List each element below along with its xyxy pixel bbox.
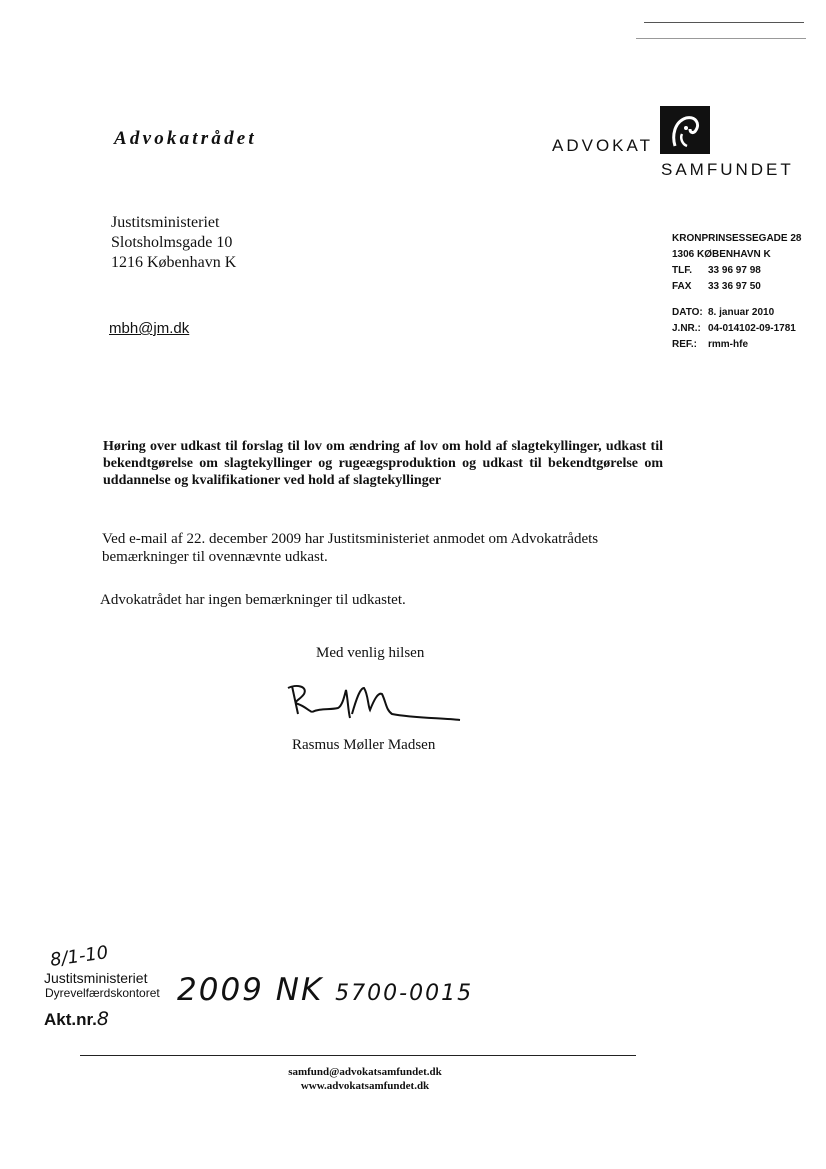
tlf-value: 33 96 97 98	[708, 265, 761, 276]
fax-value: 33 36 97 50	[708, 281, 761, 292]
date-value: 8. januar 2010	[708, 307, 775, 318]
fax-label: FAX	[672, 281, 692, 292]
closing-greeting: Med venlig hilsen	[316, 645, 425, 661]
journal-year: 2009	[177, 972, 264, 1008]
stamp-office: Dyrevelfærdskontoret	[45, 986, 160, 1000]
logo-text-top: ADVOKAT	[552, 136, 653, 155]
sender-name: Advokatrådet	[114, 128, 257, 149]
body-paragraph: Ved e-mail af 22. december 2009 har Justitsministeriet anmodet om Advokatrådets bemærkninger til ovennævnte udkast.	[102, 531, 599, 565]
scan-line	[644, 22, 804, 23]
logo-text-bottom: SAMFUNDET	[661, 160, 794, 179]
akt-value: 8	[96, 1008, 109, 1030]
akt-number	[44, 1008, 109, 1030]
contact-street: KRONPRINSESSEGADE 28	[672, 233, 802, 244]
journal-number	[177, 972, 473, 1008]
footer-email-link[interactable]: samfund@advokatsamfundet.dk	[288, 1066, 442, 1078]
body-paragraph: Advokatrådet har ingen bemærkninger til udkastet.	[100, 592, 406, 608]
recipient-line: Justitsministeriet	[111, 214, 220, 231]
akt-label: Akt.nr.	[44, 1010, 97, 1029]
ref-value: rmm-hfe	[708, 339, 749, 350]
tlf-label: TLF.	[672, 265, 692, 276]
journal-code: NK	[275, 972, 324, 1008]
recipient-line: 1216 København K	[111, 254, 237, 271]
contact-info-block	[672, 231, 801, 353]
handwritten-signature	[282, 680, 467, 730]
date-label: DATO:	[672, 307, 703, 318]
letter-subject: Høring over udkast til forslag til lov om ændring af lov om hold af slagtekyllinger, udkast til bekendtgørelse om slagtekyllinger og rugeægsproduktion og udkast til bekendtgørelse om uddannelse og kvalifikationer ved hold af slagtekyllinger	[103, 439, 663, 488]
footer-website-link[interactable]: www.advokatsamfundet.dk	[300, 1080, 430, 1092]
signer-name: Rasmus Møller Madsen	[292, 737, 436, 753]
recipient-address	[111, 213, 236, 273]
jnr-value: 04-014102-09-1781	[708, 323, 796, 334]
ref-label: REF.:	[672, 339, 697, 350]
footer-divider	[80, 1055, 636, 1056]
scan-line	[636, 38, 806, 39]
footer-contact	[280, 1065, 450, 1093]
stamp-date: 8/1-10	[48, 942, 110, 971]
recipient-line: Slotsholmsgade 10	[111, 234, 233, 251]
stamp-department: Justitsministeriet	[44, 970, 148, 986]
advokatsamfundet-logo-icon	[660, 106, 710, 154]
journal-case: 5700-0015	[335, 981, 474, 1006]
recipient-email-link[interactable]: mbh@jm.dk	[109, 320, 190, 337]
contact-city: 1306 KØBENHAVN K	[672, 249, 771, 260]
jnr-label: J.NR.:	[672, 323, 701, 334]
